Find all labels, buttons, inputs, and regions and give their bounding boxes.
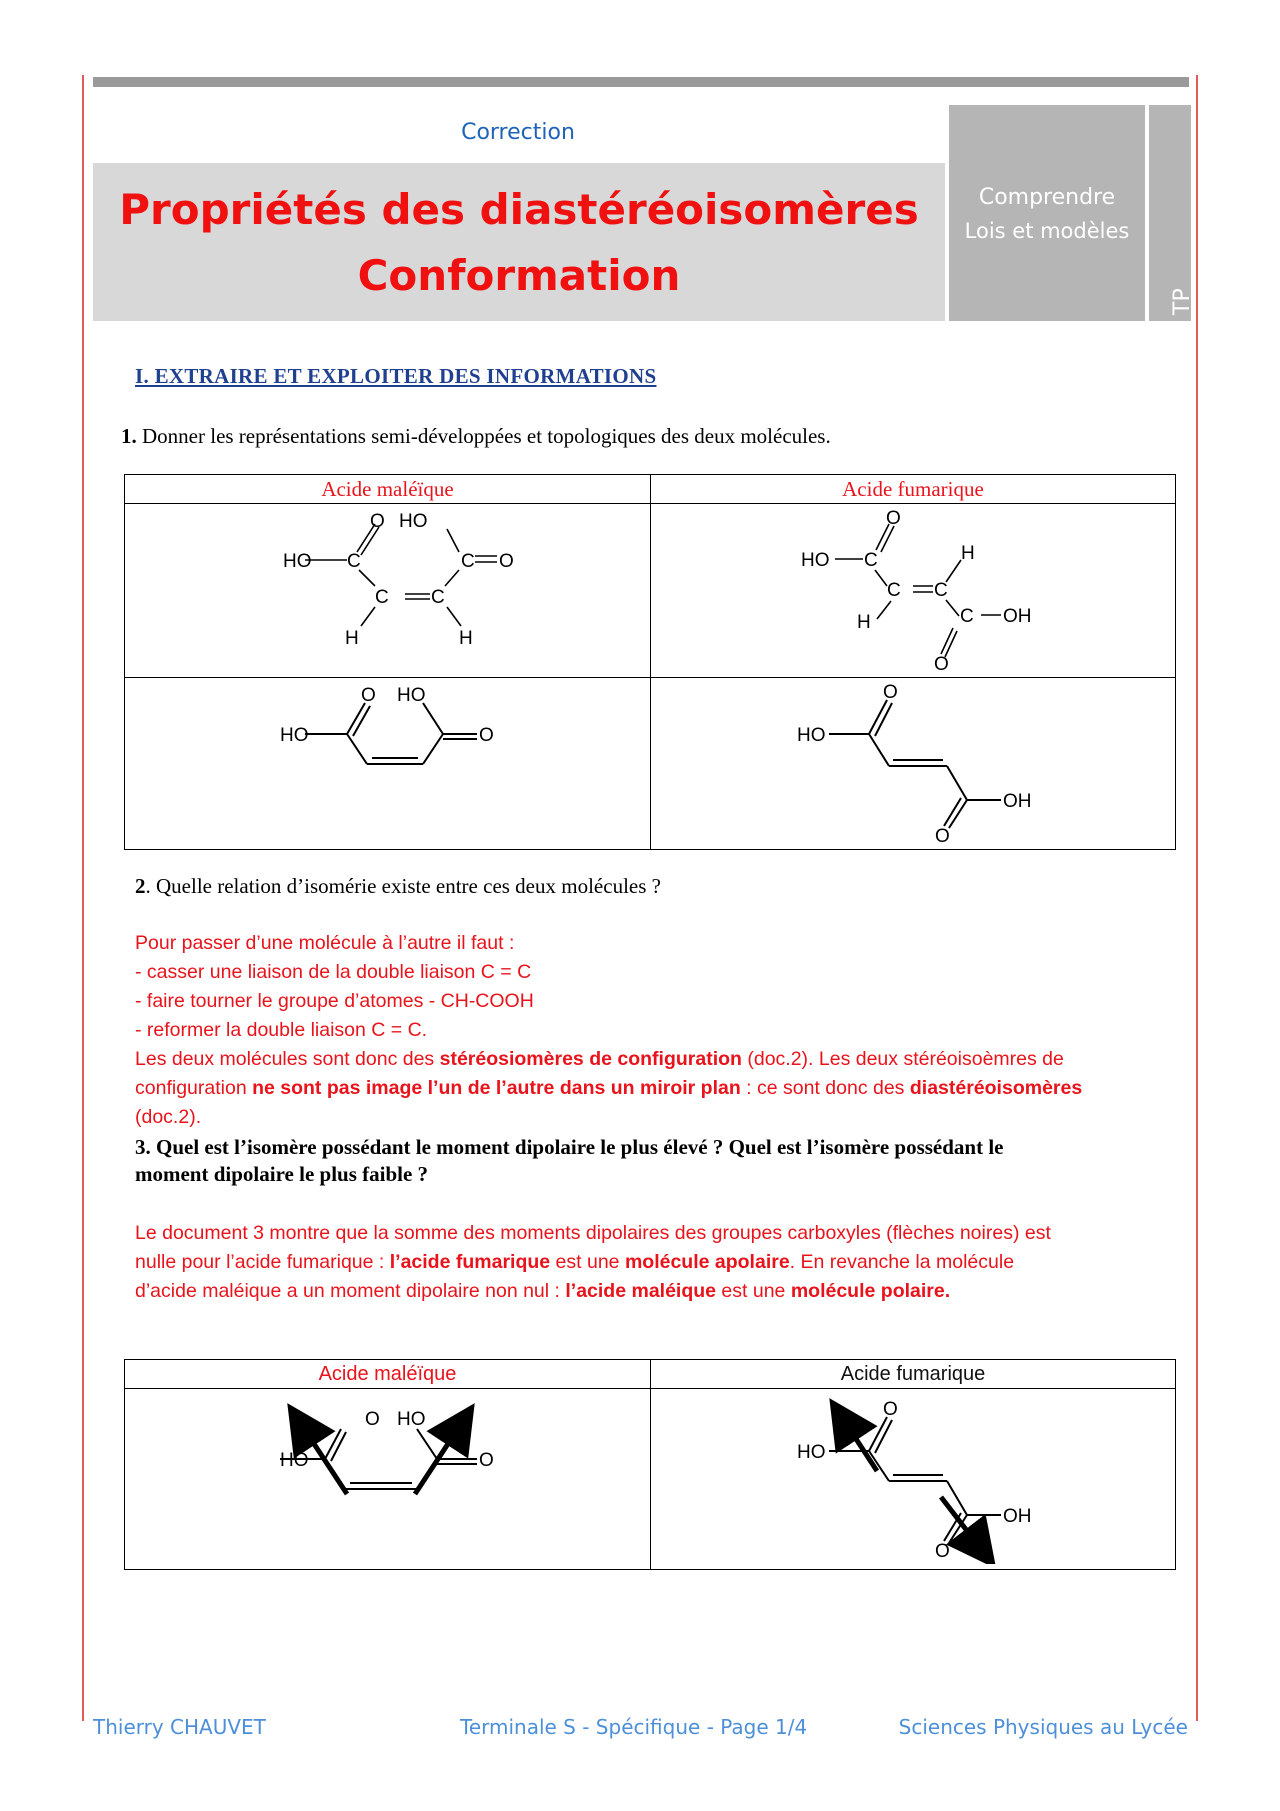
answer-2 (135, 929, 1175, 1132)
bold-span: molécule apolaire (624, 1251, 790, 1273)
bold-span: diastéréoisomères (909, 1077, 1083, 1099)
bold-span: l’acide maléique (565, 1280, 717, 1302)
atom-label: C (375, 587, 389, 608)
tp-tag: TP (1170, 288, 1195, 315)
atom-label: O (935, 1541, 950, 1562)
fumaric-topological-structure (651, 678, 1175, 844)
atom-label: C (887, 580, 901, 601)
atom-label: HO (280, 725, 309, 746)
atom-label: OH (1003, 791, 1032, 812)
footer-author: Thierry CHAUVET (93, 1715, 266, 1739)
answer-line (135, 1074, 1175, 1103)
atom-label: C (864, 550, 878, 571)
question-text: Donner les représentations semi-développées et topologiques des deux molécules. (136, 424, 831, 448)
footer-page-info: Terminale S - Spécifique - Page 1/4 (460, 1715, 808, 1739)
atom-label: HO (797, 725, 826, 746)
atom-label: O (479, 725, 494, 746)
atom-label: HO (399, 511, 428, 532)
text-span: . En revanche la molécule (789, 1251, 1015, 1273)
maleic-dipole-cell (125, 1389, 651, 1570)
fumaric-semi-developed-structure (651, 504, 1175, 672)
atom-label: OH (1003, 1506, 1032, 1527)
atom-label: O (370, 511, 385, 532)
atom-label: O (934, 654, 949, 672)
bold-span: l’acide fumarique (389, 1251, 551, 1273)
question-text: . Quelle relation d’isomérie existe entre ces deux molécules ? (145, 874, 661, 898)
correction-label: Correction (461, 120, 575, 145)
atom-label: O (499, 551, 514, 572)
page-subtitle: Conformation (357, 251, 681, 300)
left-margin-line (82, 75, 84, 1721)
table-header-fumaric: Acide fumarique (651, 475, 1176, 504)
text-span: est une (550, 1251, 625, 1273)
answer-line: Pour passer d’une molécule à l’autre il faut : (135, 932, 515, 954)
atom-label: HO (797, 1442, 826, 1463)
page-title: Propriétés des diastéréoisomères (119, 185, 919, 234)
atom-label: OH (1003, 606, 1032, 627)
atom-label: O (886, 508, 901, 529)
atom-label: H (857, 612, 871, 633)
atom-label: C (347, 551, 361, 572)
text-span: Les deux molécules sont donc des (135, 1048, 440, 1070)
text-span: (doc.2). Les deux stéréoisoèmres de (741, 1048, 1064, 1070)
atom-label: O (883, 1399, 898, 1420)
atom-label: C (461, 551, 475, 572)
bold-span: ne sont pas image l’un de l’autre dans un miroir plan (252, 1077, 741, 1099)
atom-label: C (934, 580, 948, 601)
atom-label: C (960, 606, 974, 627)
text-span: nulle pour l’acide fumarique : (135, 1251, 390, 1273)
atom-label: H (459, 628, 473, 649)
table-header-fumaric: Acide fumarique (651, 1360, 1176, 1389)
atom-label: O (935, 826, 950, 844)
fumaric-dipole-cell (651, 1389, 1176, 1570)
fumaric-semi-developed-cell (651, 504, 1176, 678)
table-header-maleic: Acide maléïque (125, 475, 651, 504)
fumaric-topological-cell (651, 678, 1176, 850)
bold-span: stéréosiomères de configuration (439, 1048, 742, 1070)
question-number: 1. (121, 424, 137, 448)
question-text: Quel est l’isomère possédant le moment dipolaire le plus élevé ? Quel est l’isomère possédant le (150, 1135, 1004, 1159)
text-span: configuration (135, 1077, 253, 1099)
bold-span: molécule polaire. (790, 1280, 951, 1302)
atom-label: HO (801, 550, 830, 571)
answer-line (135, 1248, 1175, 1277)
atom-label: O (883, 682, 898, 703)
maleic-semi-developed-structure (125, 504, 650, 672)
answer-line: Le document 3 montre que la somme des moments dipolaires des groupes carboxyles (flèches noires) est (135, 1222, 1051, 1244)
text-span: d’acide maléique a un moment dipolaire non nul : (135, 1280, 566, 1302)
category-label: Comprendre (978, 185, 1116, 210)
question-1 (121, 424, 831, 449)
text-span: est une (716, 1280, 791, 1302)
atom-label: O (361, 685, 376, 706)
atom-label: HO (280, 1450, 309, 1471)
answer-line: - faire tourner le groupe d’atomes - CH-COOH (135, 990, 534, 1012)
fumaric-dipole-structure (651, 1389, 1175, 1564)
right-margin-line (1196, 75, 1198, 1721)
answer-line: - reformer la double liaison C = C. (135, 1019, 428, 1041)
title-box (93, 163, 945, 321)
question-number: 2 (135, 874, 146, 898)
category-box (949, 105, 1145, 321)
answer-line (135, 1045, 1175, 1074)
answer-line (135, 1277, 1175, 1306)
tp-box (1149, 105, 1195, 321)
atom-label: HO (283, 551, 312, 572)
atom-label: O (479, 1450, 494, 1471)
molecule-table-1 (124, 474, 1176, 850)
answer-3 (135, 1219, 1175, 1306)
text-span: : ce sont donc des (740, 1077, 910, 1099)
atom-label: O (365, 1409, 380, 1430)
atom-label: C (431, 587, 445, 608)
molecule-table-2 (124, 1359, 1176, 1570)
atom-label: HO (397, 1409, 426, 1430)
answer-line: (doc.2). (135, 1106, 202, 1128)
section-heading: I. EXTRAIRE ET EXPLOITER DES INFORMATIONS (135, 364, 657, 388)
maleic-semi-developed-cell (125, 504, 651, 678)
question-text-line2: moment dipolaire le plus faible ? (135, 1162, 429, 1186)
table-header-maleic: Acide maléïque (125, 1360, 651, 1389)
atom-label: HO (397, 685, 426, 706)
category-sublabel: Lois et modèles (964, 219, 1130, 243)
maleic-dipole-structure (125, 1389, 650, 1564)
atom-label: H (345, 628, 359, 649)
atom-label: H (961, 543, 975, 564)
question-2 (135, 874, 661, 899)
maleic-topological-structure (125, 678, 650, 844)
maleic-topological-cell (125, 678, 651, 850)
answer-line: - casser une liaison de la double liaison C = C (135, 961, 532, 983)
top-bar (93, 77, 1189, 87)
question-3 (135, 1134, 1175, 1188)
footer-site: Sciences Physiques au Lycée (898, 1715, 1188, 1739)
question-number: 3. (135, 1135, 151, 1159)
